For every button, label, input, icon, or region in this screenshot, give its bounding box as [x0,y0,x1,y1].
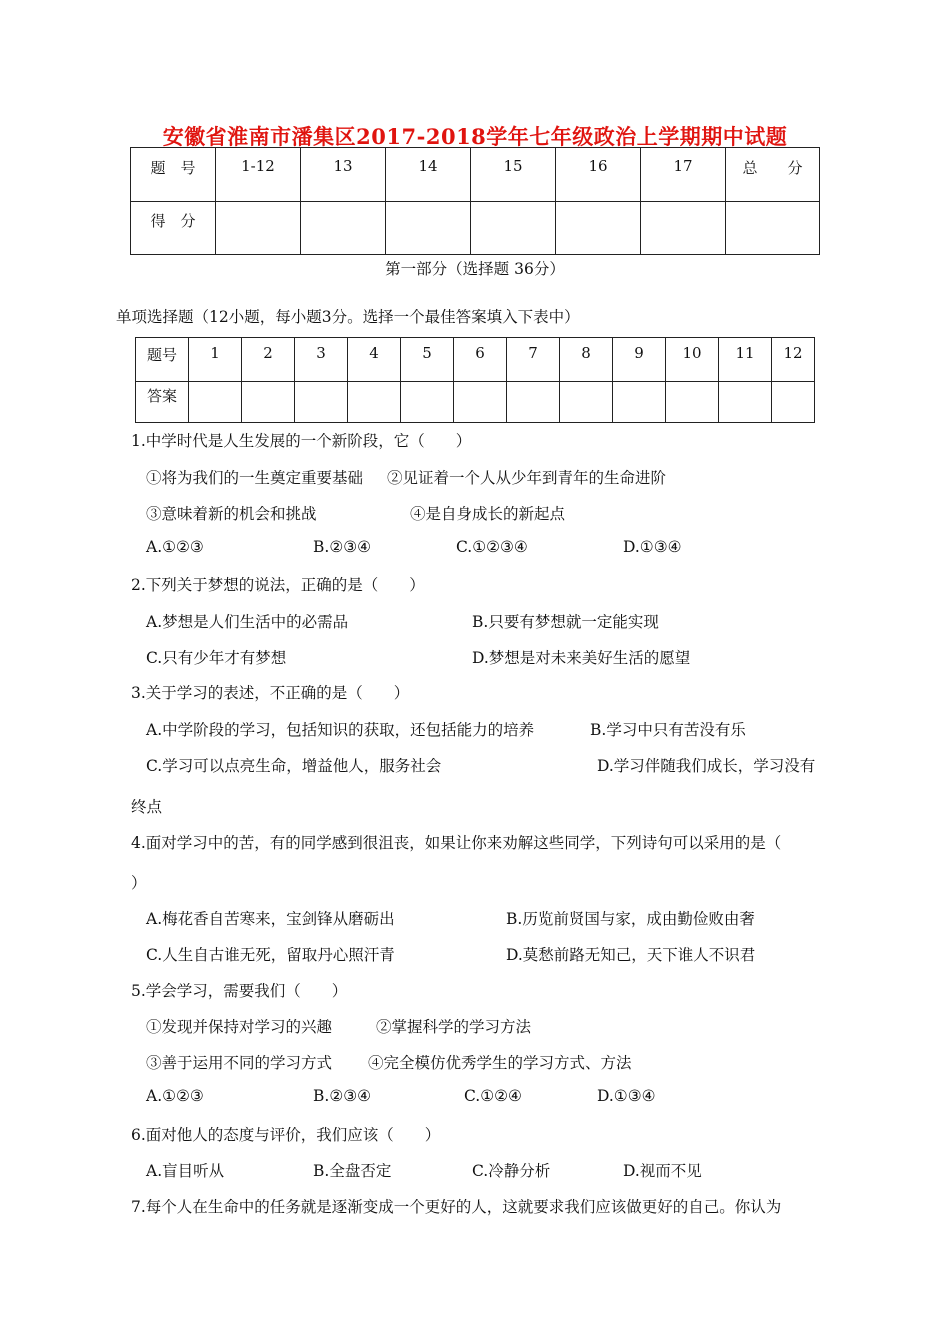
score-cell[interactable] [216,202,301,255]
score-cell[interactable] [301,202,386,255]
question-stem: 6.面对他人的态度与评价，我们应该（ ） [131,1126,441,1144]
instruction: 单项选择题（12小题，每小题3分。选择一个最佳答案填入下表中） [116,308,580,326]
option-a: A.①②③ [146,538,204,556]
statement: ①将为我们的一生奠定重要基础 [146,469,364,487]
answer-header-cell: 11 [719,338,772,382]
score-header-cell: 总 分 [726,148,820,202]
option-b: B.学习中只有苦没有乐 [590,721,746,739]
option-c: C.冷静分析 [472,1162,551,1180]
option-d: D.①③④ [623,538,682,556]
answer-header-cell: 3 [295,338,348,382]
option-d: D.视而不见 [623,1162,702,1180]
statement: ③善于运用不同的学习方式 [146,1054,333,1072]
answer-header-cell: 8 [560,338,613,382]
option-b: B.历览前贤国与家，成由勤俭败由奢 [506,910,755,928]
option-c: C.①②④ [464,1087,522,1105]
option-d-continued: 终点 [131,798,163,816]
question-stem-continued: ） [131,874,147,892]
answer-cell[interactable] [401,382,454,423]
score-row-label: 得 分 [131,202,216,255]
option-a: A.盲目听从 [146,1162,225,1180]
answer-header-cell: 12 [772,338,815,382]
score-table [130,147,820,255]
score-cell[interactable] [386,202,471,255]
option-c: C.人生自古谁无死，留取丹心照汗青 [146,946,395,964]
answer-cell[interactable] [560,382,613,423]
score-header-cell: 15 [471,148,556,202]
statement: ①发现并保持对学习的兴趣 [146,1018,333,1036]
option-a: A.梅花香自苦寒来，宝剑锋从磨砺出 [146,910,395,928]
question-stem: 2.下列关于梦想的说法，正确的是（ ） [131,576,425,594]
answer-cell[interactable] [189,382,242,423]
option-d: D.莫愁前路无知己，天下谁人不识君 [506,946,756,964]
option-b: B.②③④ [313,538,372,556]
answer-cell[interactable] [613,382,666,423]
answer-header-cell: 4 [348,338,401,382]
option-b: B.只要有梦想就一定能实现 [472,613,659,631]
answer-header-cell: 题号 [136,338,189,382]
statement: ②见证着一个人从少年到青年的生命进阶 [387,469,667,487]
answer-header-cell: 10 [666,338,719,382]
statement: ④是自身成长的新起点 [410,505,566,523]
option-a: A.①②③ [146,1087,204,1105]
answer-cell[interactable] [666,382,719,423]
answer-header-cell: 5 [401,338,454,382]
question-stem: 7.每个人在生命中的任务就是逐渐变成一个更好的人，这就要求我们应该做更好的自己。你认为 [131,1198,782,1216]
statement: ③意味着新的机会和挑战 [146,505,317,523]
page-title: 安徽省淮南市潘集区2017-2018学年七年级政治上学期期中试题 [162,124,788,149]
answer-row-label: 答案 [136,382,189,423]
answer-cell[interactable] [348,382,401,423]
option-d: D.梦想是对未来美好生活的愿望 [472,649,691,667]
option-d: D.学习伴随我们成长，学习没有 [597,757,816,775]
answer-cell[interactable] [295,382,348,423]
option-b: B.②③④ [313,1087,372,1105]
score-cell[interactable] [556,202,641,255]
score-header-cell: 17 [641,148,726,202]
option-a: A.梦想是人们生活中的必需品 [146,613,349,631]
score-cell[interactable] [641,202,726,255]
score-cell[interactable] [726,202,820,255]
score-header-cell: 13 [301,148,386,202]
option-c: C.只有少年才有梦想 [146,649,287,667]
answer-cell[interactable] [454,382,507,423]
answer-header-cell: 9 [613,338,666,382]
score-header-cell: 14 [386,148,471,202]
section-title: 第一部分（选择题 36分） [385,260,565,278]
answer-header-cell: 1 [189,338,242,382]
option-a: A.中学阶段的学习，包括知识的获取，还包括能力的培养 [146,721,535,739]
answer-header-cell: 6 [454,338,507,382]
answer-cell[interactable] [242,382,295,423]
question-stem: 1.中学时代是人生发展的一个新阶段，它（ ） [131,432,472,450]
option-b: B.全盘否定 [313,1162,392,1180]
answer-cell[interactable] [772,382,815,423]
answer-header-cell: 7 [507,338,560,382]
option-d: D.①③④ [597,1087,656,1105]
score-header-cell: 1-12 [216,148,301,202]
score-header-cell: 题 号 [131,148,216,202]
option-c: C.①②③④ [456,538,528,556]
statement: ④完全模仿优秀学生的学习方式、方法 [368,1054,632,1072]
answer-cell[interactable] [719,382,772,423]
question-stem: 5.学会学习，需要我们（ ） [131,982,348,1000]
answer-header-cell: 2 [242,338,295,382]
answer-cell[interactable] [507,382,560,423]
score-cell[interactable] [471,202,556,255]
question-stem: 3.关于学习的表述，不正确的是（ ） [131,684,410,702]
score-header-cell: 16 [556,148,641,202]
answer-table [135,337,815,423]
question-stem: 4.面对学习中的苦，有的同学感到很沮丧，如果让你来劝解这些同学，下列诗句可以采用的是（ [131,834,782,852]
option-c: C.学习可以点亮生命，增益他人，服务社会 [146,757,442,775]
statement: ②掌握科学的学习方法 [376,1018,532,1036]
